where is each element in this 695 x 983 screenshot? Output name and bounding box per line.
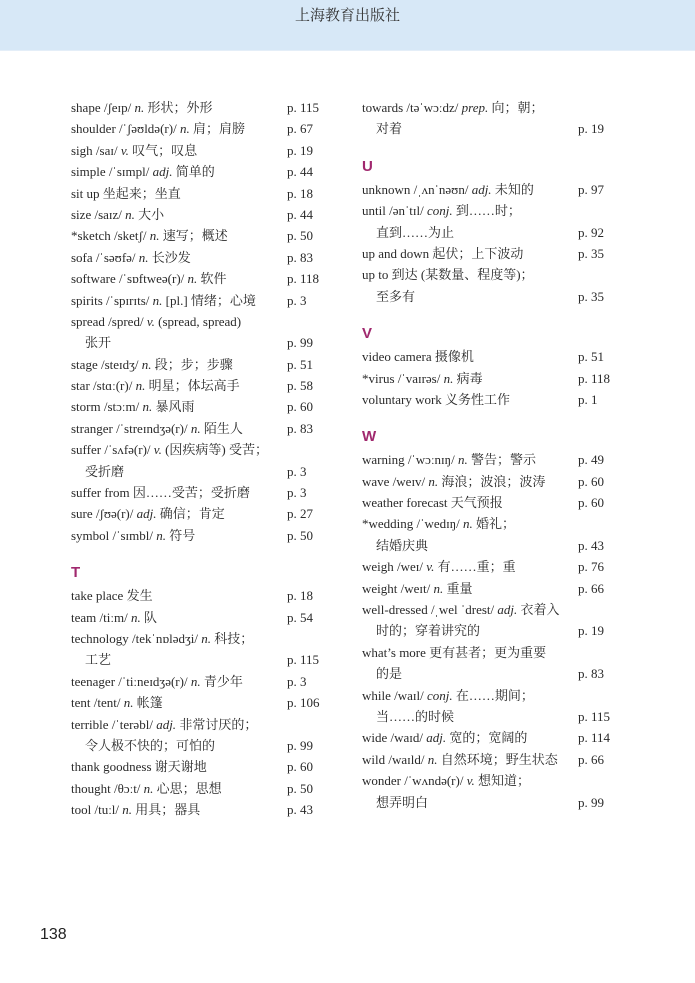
entry-definition-continued: 的是 — [376, 666, 403, 682]
entry-part-of-speech: adj. — [136, 506, 157, 522]
glossary-entry — [362, 642, 622, 663]
entry-definition: 有……重；重 — [437, 559, 516, 575]
glossary-entry — [71, 439, 336, 460]
entry-headword: stranger /ˈstreɪndʒə(r)/ — [71, 420, 188, 436]
entry-part-of-speech: n. — [152, 292, 163, 308]
entry-definition: 海浪；波浪；波涛 — [441, 473, 546, 489]
glossary-entry — [362, 599, 622, 620]
entry-part-of-speech: prep. — [461, 100, 489, 115]
entry-headword: weight /weɪt/ — [362, 580, 431, 596]
entry-headword: wild /waɪld/ — [362, 751, 425, 767]
glossary-entry — [362, 749, 622, 770]
entry-page-reference: p. 92 — [578, 224, 604, 240]
entry-part-of-speech: v. — [466, 773, 475, 789]
entry-headword: take place — [71, 588, 124, 604]
glossary-entry — [71, 118, 336, 139]
entry-page-reference: p. 50 — [287, 228, 313, 244]
entry-part-of-speech: n. — [142, 399, 153, 415]
entry-page-reference: p. 99 — [287, 737, 313, 753]
entry-page-reference: p. 60 — [287, 399, 313, 415]
glossary-entry — [362, 449, 622, 470]
entry-continuation — [71, 332, 336, 353]
glossary-entry — [362, 578, 622, 599]
entry-page-reference: p. 114 — [578, 730, 611, 746]
entry-part-of-speech: v. — [120, 142, 129, 158]
entry-part-of-speech: n. — [179, 121, 190, 137]
entry-part-of-speech: n. — [134, 100, 145, 115]
entry-definition: 长沙发 — [151, 249, 191, 265]
entry-page-reference: p. 35 — [578, 245, 604, 261]
entry-definition: 大小 — [138, 206, 165, 222]
glossary-entry — [71, 311, 336, 332]
entry-part-of-speech: n. — [427, 751, 438, 767]
entry-part-of-speech: n. — [138, 249, 149, 265]
entry-part-of-speech: n. — [123, 695, 134, 711]
entry-definition: 段；步；步骤 — [154, 356, 233, 372]
entry-page-reference: p. 83 — [287, 420, 313, 436]
entry-page-reference: p. 66 — [578, 751, 604, 767]
glossary-entry — [71, 714, 336, 735]
entry-definition-continued: 时的；穿着讲究的 — [376, 623, 481, 639]
entry-part-of-speech: n. — [135, 378, 146, 394]
glossary-entry — [71, 97, 336, 118]
entry-part-of-speech: n. — [141, 356, 152, 372]
entry-page-reference: p. 118 — [578, 370, 611, 386]
entry-definition: 帐篷 — [136, 695, 163, 711]
entry-headword: warning /ˈwɔːnɪŋ/ — [362, 452, 455, 468]
entry-continuation — [362, 286, 622, 307]
entry-definition: 软件 — [200, 271, 227, 287]
entry-definition: 衣着入 — [520, 602, 560, 618]
entry-headword: stage /steɪdʒ/ — [71, 356, 139, 372]
entry-part-of-speech: n. — [156, 527, 166, 543]
entry-page-reference: p. 99 — [578, 794, 604, 810]
glossary-entry — [71, 628, 336, 649]
glossary-entry — [362, 243, 622, 264]
entry-headword: weather forecast — [362, 495, 448, 511]
entry-part-of-speech: adj. — [152, 164, 173, 180]
entry-definition: 肩；肩膀 — [192, 121, 245, 137]
glossary-entry — [71, 354, 336, 375]
entry-headword: size /saɪz/ — [71, 206, 122, 222]
glossary-entry — [362, 492, 622, 513]
entry-headword: suffer from — [71, 485, 130, 501]
entry-continuation — [362, 706, 622, 727]
entry-part-of-speech: conj. — [427, 203, 453, 219]
entry-definition-continued: 受折磨 — [85, 463, 125, 479]
entry-definition: 叹气；叹息 — [132, 142, 198, 158]
entry-headword: software /ˈsɒftweə(r)/ — [71, 271, 185, 287]
entry-definition: 发生 — [126, 588, 153, 604]
entry-part-of-speech: adj. — [156, 716, 177, 732]
glossary-entry — [71, 418, 336, 439]
entry-definition: 因……受苦；受折磨 — [132, 485, 250, 501]
entry-page-reference: p. 118 — [287, 271, 320, 287]
glossary-entry — [362, 513, 622, 534]
entry-page-reference: p. 60 — [578, 473, 604, 489]
glossary-column-left — [71, 97, 336, 821]
entry-definition: (因疾病等) 受苦； — [165, 442, 269, 458]
entry-page-reference: p. 60 — [578, 495, 604, 511]
entry-page-reference: p. 3 — [287, 673, 307, 689]
glossary-entry — [362, 179, 622, 200]
entry-headword: symbol /ˈsɪmbl/ — [71, 527, 153, 543]
entry-definition: 确信；肯定 — [159, 506, 225, 522]
glossary-entry — [71, 247, 336, 268]
entry-definition: 用具；器具 — [135, 802, 201, 818]
entry-continuation — [71, 649, 336, 670]
entry-definition: 符号 — [169, 527, 196, 543]
entry-part-of-speech: n. — [125, 206, 135, 222]
entry-part-of-speech: n. — [143, 780, 154, 796]
entry-page-reference: p. 51 — [287, 356, 313, 372]
entry-definition: 婚礼； — [476, 516, 516, 532]
entry-part-of-speech: n. — [130, 609, 141, 625]
entry-page-reference: p. 3 — [287, 485, 307, 501]
entry-page-reference: p. 99 — [287, 335, 313, 351]
glossary-entry — [71, 525, 336, 546]
entry-continuation — [362, 792, 622, 813]
entry-page-reference: p. 115 — [578, 708, 611, 724]
entry-page-reference: p. 67 — [287, 121, 313, 137]
entry-definition-continued: 对着 — [376, 121, 403, 137]
entry-definition-continued: 直到……为止 — [376, 224, 455, 240]
entry-definition-continued: 当……的时候 — [376, 708, 455, 724]
glossary-entry — [71, 396, 336, 417]
entry-headword: wide /waɪd/ — [362, 730, 424, 746]
entry-headword: teenager /ˈtiːneɪdʒə(r)/ — [71, 673, 188, 689]
entry-page-reference: p. 43 — [578, 537, 604, 553]
entry-headword: while /waɪl/ — [362, 687, 424, 703]
entry-headword: storm /stɔːm/ — [71, 399, 140, 415]
entry-definition-continued: 想弄明白 — [376, 794, 429, 810]
glossary-entry — [71, 482, 336, 503]
entry-page-reference: p. 19 — [287, 142, 313, 158]
entry-headword: spread /spred/ — [71, 313, 144, 329]
entry-page-reference: p. 60 — [287, 759, 313, 775]
glossary-entry — [71, 503, 336, 524]
entry-headword: video camera — [362, 349, 432, 365]
glossary-entry — [71, 692, 336, 713]
entry-part-of-speech: n. — [122, 802, 133, 818]
entry-headword: wave /weɪv/ — [362, 473, 426, 489]
entry-definition: 向；朝； — [491, 100, 544, 115]
entry-definition: 队 — [143, 609, 157, 625]
entry-definition: 起伏；上下波动 — [432, 245, 524, 261]
section-letter: T — [71, 564, 81, 582]
entry-definition: 简单的 — [175, 164, 215, 180]
entry-page-reference: p. 97 — [578, 181, 604, 197]
glossary-entry — [362, 556, 622, 577]
entry-definition: 青少年 — [203, 673, 243, 689]
entry-page-reference: p. 106 — [287, 695, 320, 711]
entry-headword: tool /tuːl/ — [71, 802, 120, 818]
entry-definition: 暴风雨 — [155, 399, 195, 415]
entry-page-reference: p. 51 — [578, 349, 604, 365]
glossary-entry — [362, 200, 622, 221]
glossary-entry — [362, 368, 622, 389]
entry-headword: tent /tent/ — [71, 695, 121, 711]
entry-headword: wonder /ˈwʌndə(r)/ — [362, 773, 464, 789]
entry-part-of-speech: n. — [443, 370, 454, 386]
entry-definition: 警告；警示 — [470, 452, 536, 468]
entry-definition: 摄像机 — [434, 349, 474, 365]
entry-definition: 更有甚者；更为重要 — [429, 644, 547, 660]
entry-part-of-speech: n. — [149, 228, 160, 244]
entry-part-of-speech: n. — [463, 516, 473, 532]
entry-headword: *wedding /ˈwedɪŋ/ — [362, 516, 460, 532]
entry-page-reference: p. 44 — [287, 206, 313, 222]
entry-definition: 非常讨厌的； — [179, 716, 258, 732]
entry-headword: well-dressed /ˌwel ˈdrest/ — [362, 602, 495, 618]
entry-headword: technology /tekˈnɒlədʒi/ — [71, 630, 199, 646]
entry-page-reference: p. 19 — [578, 623, 604, 639]
entry-page-reference: p. 19 — [578, 121, 604, 137]
entry-definition: 谢天谢地 — [154, 759, 207, 775]
entry-page-reference: p. 50 — [287, 780, 313, 796]
glossary-entry — [71, 140, 336, 161]
entry-page-reference: p. 54 — [287, 609, 313, 625]
glossary-entry — [362, 471, 622, 492]
entry-definition-continued: 令人极不快的；可怕的 — [85, 737, 216, 753]
glossary-entry — [71, 183, 336, 204]
entry-page-reference: p. 50 — [287, 527, 313, 543]
entry-definition: 形状；外形 — [147, 100, 213, 115]
entry-part-of-speech: n. — [187, 271, 198, 287]
entry-definition: 在……期间； — [455, 687, 534, 703]
entry-definition: 速写；概述 — [162, 228, 228, 244]
entry-part-of-speech: v. — [153, 442, 162, 458]
entry-headword: spirits /ˈspɪrɪts/ — [71, 292, 150, 308]
entry-definition: 科技； — [214, 630, 254, 646]
entry-headword: *virus /ˈvaɪrəs/ — [362, 370, 441, 386]
entry-definition: 自然环境；野生状态 — [440, 751, 558, 767]
entry-page-reference: p. 43 — [287, 802, 313, 818]
entry-headword: weigh /weɪ/ — [362, 559, 424, 575]
entry-part-of-speech: v. — [146, 313, 155, 329]
entry-headword: sit up — [71, 185, 100, 201]
glossary-entry — [71, 204, 336, 225]
entry-headword: thank goodness — [71, 759, 152, 775]
entry-part-of-speech: n. — [433, 580, 444, 596]
glossary-entry — [71, 375, 336, 396]
entry-continuation — [362, 118, 622, 139]
entry-definition: 到……时； — [455, 203, 521, 219]
entry-continuation — [362, 535, 622, 556]
entry-definition: 心思；思想 — [156, 780, 222, 796]
entry-headword: until /ənˈtɪl/ — [362, 203, 424, 219]
entry-definition: 义务性工作 — [445, 391, 511, 407]
entry-definition: 陌生人 — [203, 420, 243, 436]
glossary-entry — [71, 756, 336, 777]
entry-definition-continued: 至多有 — [376, 288, 416, 304]
glossary-entry — [362, 346, 622, 367]
entry-part-of-speech: n. — [190, 420, 201, 436]
page-header — [0, 0, 695, 51]
glossary-entry — [71, 290, 336, 311]
entry-part-of-speech: v. — [426, 559, 435, 575]
entry-part-of-speech: n. — [428, 473, 439, 489]
section-letter: V — [362, 325, 373, 343]
glossary-entry — [71, 225, 336, 246]
glossary-column-right — [362, 97, 622, 813]
entry-page-reference: p. 27 — [287, 506, 313, 522]
entry-part-of-speech: adj. — [426, 730, 447, 746]
entry-page-reference: p. 58 — [287, 378, 313, 394]
entry-definition-continued: 结婚庆典 — [376, 537, 429, 553]
entry-headword: sofa /ˈsəʊfə/ — [71, 249, 136, 265]
entry-headword: sure /ʃʊə(r)/ — [71, 506, 134, 522]
entry-page-reference: p. 44 — [287, 164, 313, 180]
entry-part-of-speech: n. — [201, 630, 212, 646]
entry-page-reference: p. 115 — [287, 100, 320, 115]
entry-page-reference: p. 1 — [578, 391, 598, 407]
entry-headword: up to — [362, 267, 389, 283]
entry-continuation — [362, 222, 622, 243]
glossary-entry — [71, 585, 336, 606]
entry-continuation — [71, 461, 336, 482]
entry-definition: [pl.] 情绪；心境 — [165, 292, 256, 308]
entry-headword: *sketch /sketʃ/ — [71, 228, 147, 244]
entry-headword: simple /ˈsɪmpl/ — [71, 164, 150, 180]
glossary-entry — [71, 671, 336, 692]
entry-part-of-speech: n. — [190, 673, 201, 689]
entry-headword: team /tiːm/ — [71, 609, 128, 625]
entry-definition: 重量 — [446, 580, 473, 596]
entry-definition-continued: 工艺 — [85, 652, 112, 668]
entry-definition-continued: 张开 — [85, 335, 112, 351]
entry-part-of-speech: conj. — [427, 687, 453, 703]
entry-headword: sigh /saɪ/ — [71, 142, 118, 158]
entry-page-reference: p. 115 — [287, 652, 320, 668]
entry-definition: 未知的 — [494, 181, 534, 197]
glossary-entry — [71, 778, 336, 799]
glossary-entry — [362, 727, 622, 748]
glossary-entry — [362, 264, 622, 285]
entry-continuation — [362, 620, 622, 641]
entry-page-reference: p. 49 — [578, 452, 604, 468]
entry-headword: shape /ʃeɪp/ — [71, 100, 132, 115]
section-letter: U — [362, 157, 373, 175]
glossary-entry — [71, 799, 336, 820]
entry-page-reference: p. 83 — [287, 249, 313, 265]
entry-definition: (spread, spread) — [158, 313, 242, 329]
glossary-entry — [362, 389, 622, 410]
entry-part-of-speech: adj. — [471, 181, 492, 197]
entry-headword: shoulder /ˈʃəʊldə(r)/ — [71, 121, 177, 137]
glossary-entry — [71, 161, 336, 182]
entry-page-reference: p. 18 — [287, 185, 313, 201]
entry-headword: terrible /ˈterəbl/ — [71, 716, 153, 732]
entry-definition: 明星；体坛高手 — [148, 378, 240, 394]
publisher-title: 上海教育出版社 — [294, 6, 400, 24]
glossary-entry — [362, 685, 622, 706]
entry-page-reference: p. 18 — [287, 588, 313, 604]
entry-headword: suffer /ˈsʌfə(r)/ — [71, 442, 151, 458]
entry-definition: 天气预报 — [450, 495, 503, 511]
page-number: 138 — [40, 926, 67, 943]
entry-definition: 坐起来；坐直 — [102, 185, 181, 201]
entry-page-reference: p. 83 — [578, 666, 604, 682]
glossary-entry — [71, 607, 336, 628]
glossary-entry — [71, 268, 336, 289]
entry-headword: thought /θɔːt/ — [71, 780, 141, 796]
entry-definition: 到达 (某数量、程度等)； — [391, 267, 534, 283]
entry-headword: up and down — [362, 245, 430, 261]
entry-headword: unknown /ˌʌnˈnəʊn/ — [362, 181, 469, 197]
section-letter: W — [362, 428, 377, 446]
glossary-entry — [362, 770, 622, 791]
entry-definition: 病毒 — [456, 370, 483, 386]
glossary-entry — [362, 97, 622, 118]
entry-part-of-speech: adj. — [497, 602, 518, 618]
entry-definition: 想知道； — [478, 773, 531, 789]
entry-page-reference: p. 76 — [578, 559, 604, 575]
entry-headword: what’s more — [362, 644, 426, 660]
entry-page-reference: p. 35 — [578, 288, 604, 304]
entry-headword: voluntary work — [362, 391, 442, 407]
entry-page-reference: p. 3 — [287, 463, 307, 479]
entry-headword: towards /təˈwɔːdz/ — [362, 100, 459, 115]
entry-continuation — [362, 663, 622, 684]
entry-headword: star /stɑː(r)/ — [71, 378, 133, 394]
entry-page-reference: p. 3 — [287, 292, 307, 308]
entry-page-reference: p. 66 — [578, 580, 604, 596]
entry-part-of-speech: n. — [457, 452, 468, 468]
entry-definition: 宽的；宽阔的 — [449, 730, 528, 746]
entry-continuation — [71, 735, 336, 756]
